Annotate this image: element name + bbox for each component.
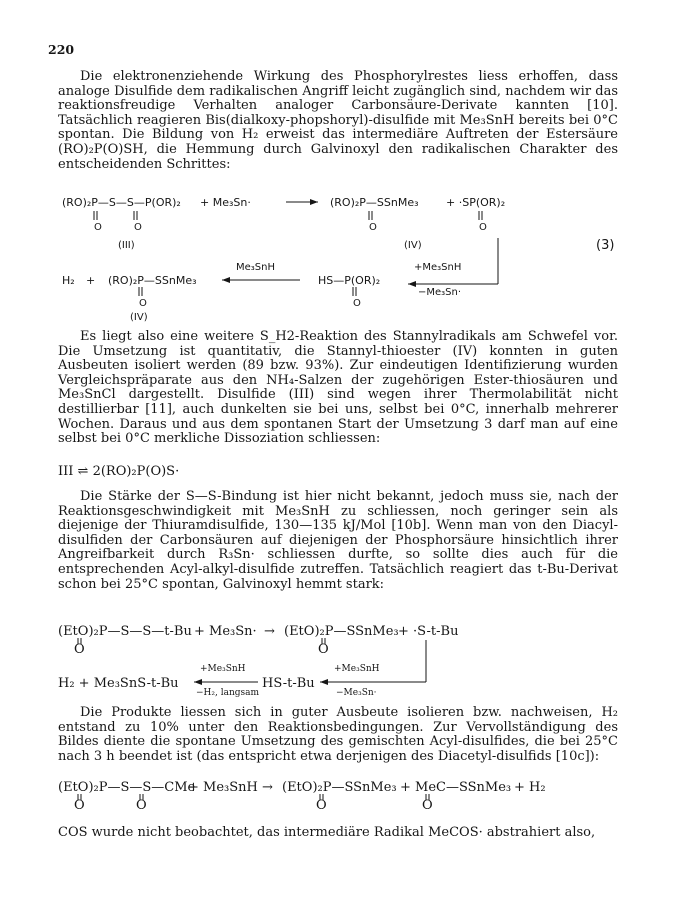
tbu-row1-arrow: → — [264, 624, 275, 639]
paragraph-intro: Die elektronenziehende Wirkung des Phosphorylrestes liess erhoffen, dass analoge Disulfide dem radikalischen Angriff leicht zugänglich sind, nachdem wir das reaktionsfreudige Verhalten analoger Carbonsäure-Derivate kannten [10]. Tatsächlich reagieren Bis(dialkoxy-phopshoryl)-disulfide mit Me₃SnH bereits bei 0°C spontan. Die Bildung von H₂ erweist das intermediäre Auftreten der Estersäure (RO)₂P(O)SH, die Hemmung durch Galvinoxyl den radikalischen Charakter des entscheidenden Schrittes: — [58, 69, 618, 172]
tbu-row1-byproduct: + ·S-t-Bu — [398, 624, 459, 639]
oxygen-label: O — [139, 298, 147, 309]
tbu-row1-product: (EtO)₂P—SSnMe₃ — [284, 624, 399, 639]
acyl-reagent: + Me₃SnH — [188, 780, 258, 795]
acyl-product3: + H₂ — [514, 780, 546, 795]
scheme3-row2-plus: + — [86, 274, 96, 287]
oxygen-label: O — [136, 798, 147, 813]
scheme3-row2-lower-arrow-label: −Me₃Sn· — [418, 287, 462, 298]
scheme3-row1-reagent: + Me₃Sn· — [200, 196, 251, 209]
scheme3-row1-product: (RO)₂P—SSnMe₃ — [330, 196, 419, 209]
compound-label-iii: (III) — [118, 240, 135, 251]
tbu-row2-left: H₂ + Me₃SnS-t-Bu — [58, 676, 179, 691]
tbu-arrow1-bottom: −H₂, langsam — [196, 688, 260, 698]
paragraph-stannyl: Es liegt also eine weitere S_H2-Reaktion des Stannylradikals am Schwefel vor. Die Umsetzung ist quantitativ, die Stannyl-thioester (IV) konnten in guten Ausbeuten isoliert werden (89 bzw. 93%). Zur eindeutigen Identifizierung wurden Vergleichspräparate aus den NH₄-Salzen der zugehörigen Ester-thiosäuren und Me₃SnCl dargestellt. Disulfide (III) sind wegen ihrer Thermolabilität nicht destillierbar [11], auch dunkelten sie bei uns, selbst bei 0°C, innerhalb mehrerer Wochen. Daraus und aus dem spontanen Start der Umsetzung 3 darf man auf eine selbst bei 0°C merkliche Dissoziation schliessen: — [58, 329, 618, 447]
dissociation-equation: III ⇌ 2(RO)₂P(O)S· — [58, 464, 180, 479]
paragraph-bond-strength: Die Stärke der S—S-Bindung ist hier nicht bekannt, jedoch muss sie, nach der Reaktionsgeschwindigkeit mit Me₃SnH zu schliessen, noch geringer sein als diejenige der Thiuramdisulfide, 130—135 kJ/Mol [10b]. Wenn man von den Diacyl-disulfiden der Carbonsäuren auf diejenigen der Phosphorsäure hinsichtlich ihrer Angreifbarkeit durch R₃Sn· schliessen durfte, so sollte dies auch für die entsprechenden Acyl-alkyl-disulfide zutreffen. Tatsächlich reagiert das t-Bu-Derivat schon bei 25°C spontan, Galvinoxyl hemmt stark: — [58, 489, 618, 592]
scheme3-row2-product: (RO)₂P—SSnMe₃ — [108, 274, 197, 287]
scheme3-row1-reactant: (RO)₂P—S—S—P(OR)₂ — [62, 196, 181, 209]
tbu-row1-reactant: (EtO)₂P—S—S—t-Bu — [58, 624, 192, 639]
page-number: 220 — [48, 42, 75, 57]
oxygen-label: O — [479, 222, 487, 233]
oxygen-label: O — [422, 798, 433, 813]
oxygen-label: O — [74, 642, 85, 657]
scheme3-row2-intermediate: HS—P(OR)₂ — [318, 274, 381, 287]
scheme3-row2-upper-arrow-label: +Me₃SnH — [414, 262, 462, 273]
oxygen-label: O — [369, 222, 377, 233]
oxygen-label: O — [94, 222, 102, 233]
acyl-product2: + MeC—SSnMe₃ — [400, 780, 512, 795]
oxygen-label: O — [74, 798, 85, 813]
acyl-product1: (EtO)₂P—SSnMe₃ — [282, 780, 397, 795]
scheme3-row1-byproduct: + ·SP(OR)₂ — [446, 196, 506, 209]
tbu-row2-mid: HS-t-Bu — [262, 676, 315, 691]
tbu-arrow1-top: +Me₃SnH — [200, 664, 246, 674]
oxygen-label: O — [353, 298, 361, 309]
tbu-arrow2-bottom: −Me₃Sn· — [336, 688, 377, 698]
compound-label-iv: (IV) — [130, 312, 148, 323]
equation-number: (3) — [596, 238, 615, 253]
tbu-row1-reagent: + Me₃Sn· — [194, 624, 257, 639]
scheme3-row2-h2: H₂ — [62, 274, 75, 287]
paragraph-cos: COS wurde nicht beobachtet, das intermediäre Radikal MeCOS· abstrahiert also, — [58, 825, 596, 840]
tbu-arrow2-top: +Me₃SnH — [334, 664, 380, 674]
acyl-reactant: (EtO)₂P—S—S—CMe — [58, 780, 196, 795]
oxygen-label: O — [316, 798, 327, 813]
scheme3-row2-arrow-label: Me₃SnH — [236, 262, 275, 273]
oxygen-label: O — [318, 642, 329, 657]
compound-label-iv: (IV) — [404, 240, 422, 251]
paragraph-products: Die Produkte liessen sich in guter Ausbeute isolieren bzw. nachweisen, H₂ entstand zu 10% unter den Reaktionsbedingungen. Zur Vervollständigung des Bildes diente die spontane Umsetzung des gemischten Acyl-disulfides, die bei 25°C nach 3 h beendet ist (das entspricht etwa derjenigen des Diacetyl-disulfids [10c]): — [58, 705, 618, 764]
oxygen-label: O — [134, 222, 142, 233]
acyl-arrow: → — [262, 780, 273, 795]
